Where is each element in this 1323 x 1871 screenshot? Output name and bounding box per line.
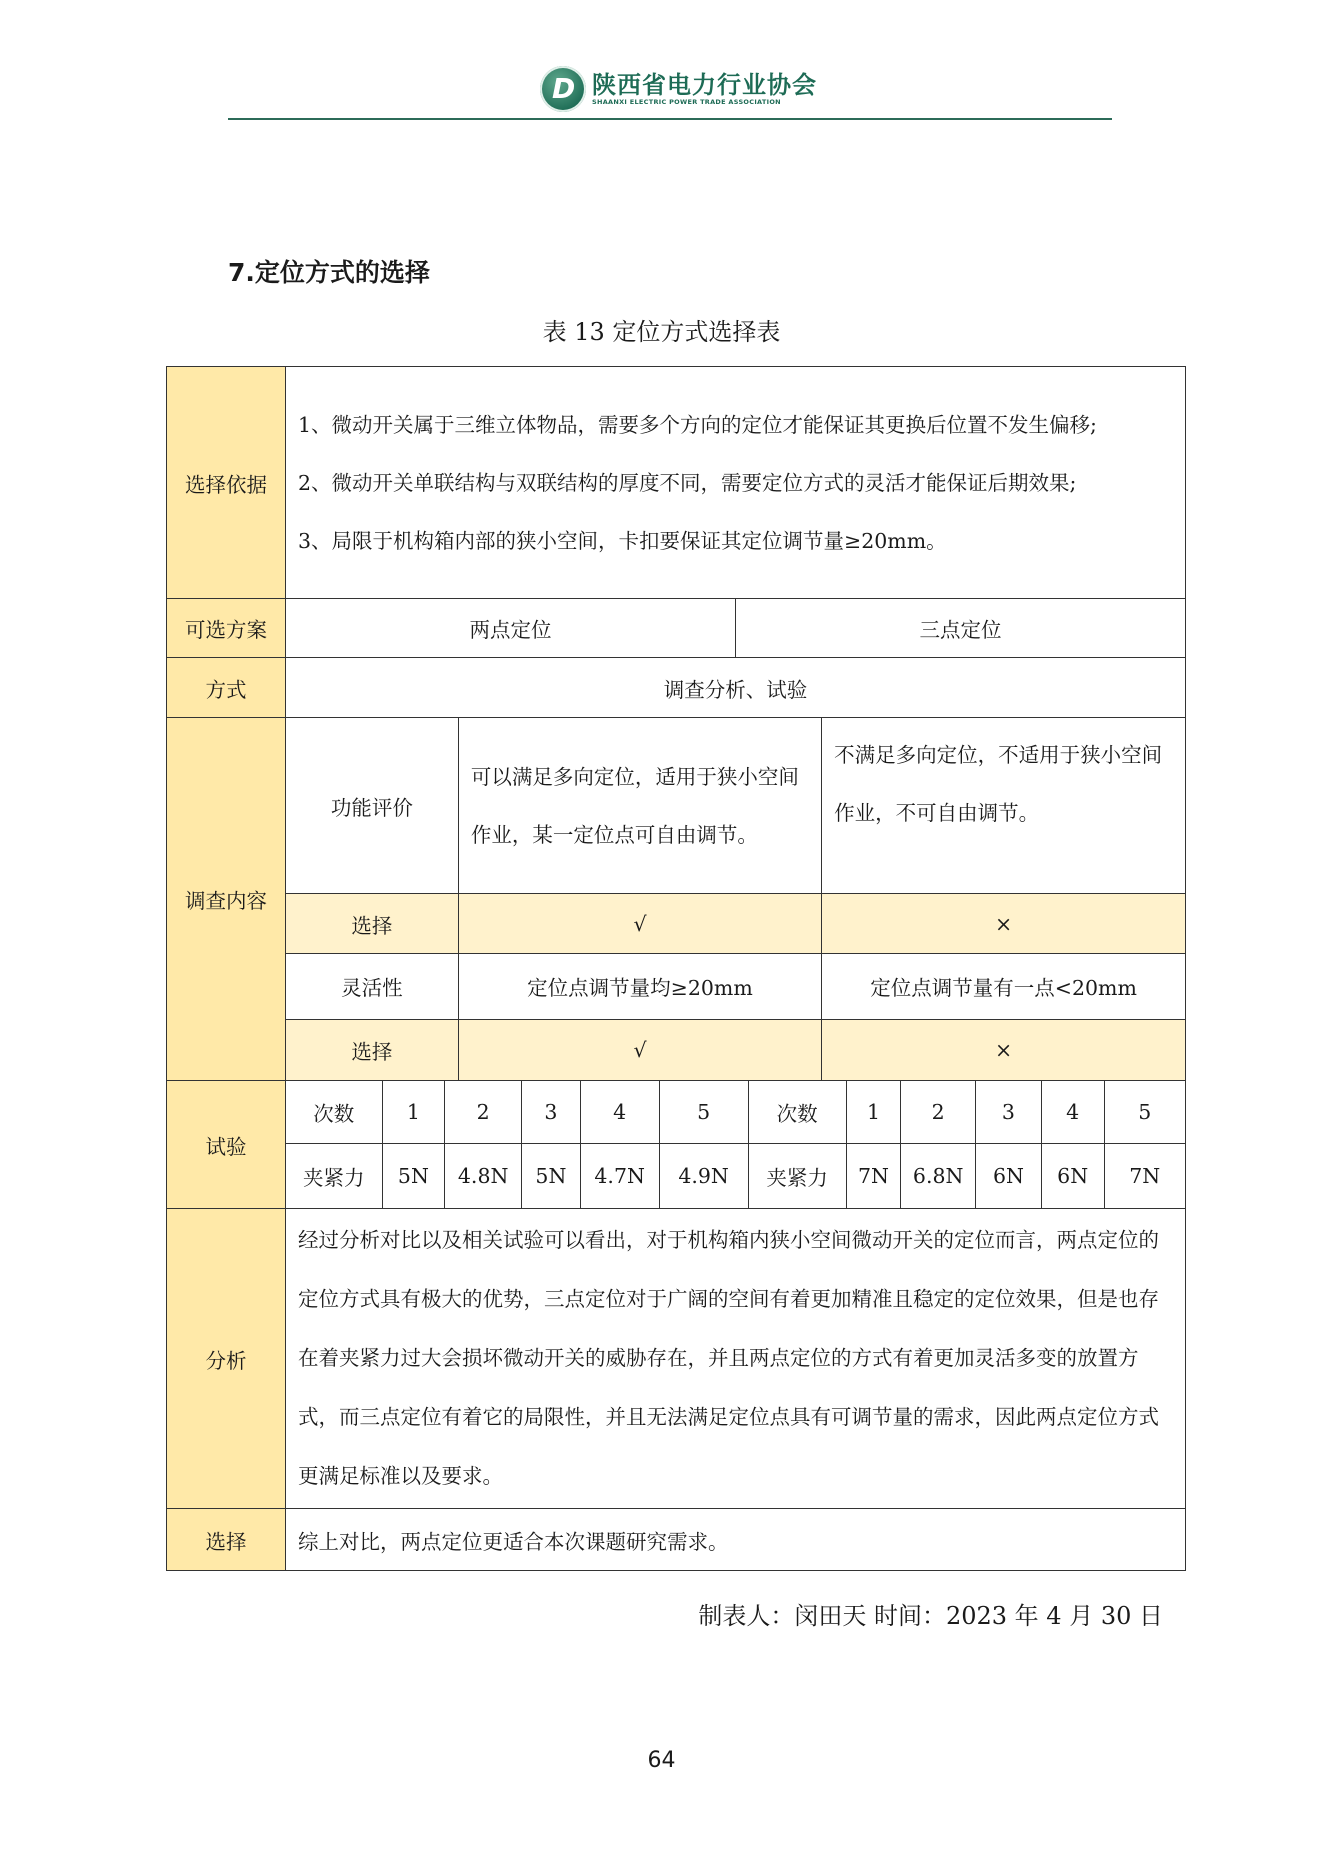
basis-label: 选择依据 bbox=[167, 367, 286, 599]
org-emblem-icon: D bbox=[540, 66, 586, 112]
options-label: 可选方案 bbox=[167, 599, 286, 658]
row-options bbox=[167, 599, 1186, 658]
flexibility-label: 灵活性 bbox=[286, 953, 458, 1019]
section-heading: 7.定位方式的选择 bbox=[228, 258, 430, 287]
force-a-2: 4.8N bbox=[445, 1143, 522, 1208]
analysis-paragraph: 经过分析对比以及相关试验可以看出，对于机构箱内狭小空间微动开关的定位而言，两点定位的定位方式具有极大的优势，三点定位对于广阔的空间有着更加精准且稳定的定位效果，但是也存在着夹紧力过大会损坏微动开关的威胁存在，并且两点定位的方式有着更加灵活多变的放置方式，而三点定位有着它的局限性，并且无法满足定位点具有可调节量的需求，因此两点定位方式更满足标准以及要求。 bbox=[298, 1228, 1159, 1488]
test-subtable bbox=[286, 1081, 1185, 1208]
org-name-en: SHAANXI ELECTRIC POWER TRADE ASSOCIATION bbox=[592, 98, 781, 106]
selection-text: 综上对比，两点定位更适合本次课题研究需求。 bbox=[286, 1509, 1186, 1571]
force-a-3: 5N bbox=[522, 1143, 581, 1208]
function-eval-a: 可以满足多向定位，适用于狭小空间作业，某一定位点可自由调节。 bbox=[458, 718, 821, 894]
page-number: 64 bbox=[647, 1748, 676, 1773]
row-test bbox=[167, 1081, 1186, 1209]
count-a-2: 2 bbox=[445, 1081, 522, 1143]
row-basis bbox=[167, 367, 1186, 599]
count-label-a: 次数 bbox=[286, 1081, 382, 1143]
org-name: 陕西省电力行业协会 bbox=[592, 71, 817, 99]
count-a-3: 3 bbox=[522, 1081, 581, 1143]
analysis-label: 分析 bbox=[167, 1209, 286, 1509]
test-label: 试验 bbox=[167, 1081, 286, 1209]
select-2-a: √ bbox=[458, 1020, 821, 1080]
force-b-5: 7N bbox=[1104, 1143, 1185, 1208]
test-content bbox=[286, 1081, 1186, 1209]
row-investigation bbox=[167, 718, 1186, 1081]
force-b-4: 6N bbox=[1041, 1143, 1104, 1208]
basis-line-1: 1、微动开关属于三维立体物品，需要多个方向的定位才能保证其更换后位置不发生偏移; bbox=[298, 412, 1097, 437]
analysis-text bbox=[286, 1209, 1186, 1509]
investigation-content bbox=[286, 718, 1186, 1081]
count-a-1: 1 bbox=[382, 1081, 445, 1143]
selection-label: 选择 bbox=[167, 1509, 286, 1571]
method-value: 调查分析、试验 bbox=[286, 658, 1186, 718]
basis-line-3: 3、局限于机构箱内部的狭小空间，卡扣要保证其定位调节量≥20mm。 bbox=[298, 528, 947, 553]
select-2-b: × bbox=[822, 1020, 1185, 1080]
function-eval-b: 不满足多向定位，不适用于狭小空间作业，不可自由调节。 bbox=[822, 718, 1185, 894]
force-b-3: 6N bbox=[976, 1143, 1042, 1208]
org-logo bbox=[540, 66, 817, 112]
force-a-1: 5N bbox=[382, 1143, 445, 1208]
select-1-a: √ bbox=[458, 894, 821, 953]
count-b-1: 1 bbox=[846, 1081, 901, 1143]
basis-content bbox=[286, 367, 1186, 599]
count-b-2: 2 bbox=[901, 1081, 976, 1143]
count-label-b: 次数 bbox=[748, 1081, 846, 1143]
row-selection bbox=[167, 1509, 1186, 1571]
flexibility-b: 定位点调节量有一点<20mm bbox=[822, 953, 1185, 1019]
investigation-label: 调查内容 bbox=[167, 718, 286, 1081]
force-b-1: 7N bbox=[846, 1143, 901, 1208]
count-a-4: 4 bbox=[580, 1081, 659, 1143]
flexibility-a: 定位点调节量均≥20mm bbox=[458, 953, 821, 1019]
select-1-b: × bbox=[822, 894, 1185, 953]
option-three-point: 三点定位 bbox=[736, 599, 1186, 658]
investigation-subtable bbox=[286, 718, 1185, 1080]
force-label-a: 夹紧力 bbox=[286, 1143, 382, 1208]
count-b-3: 3 bbox=[976, 1081, 1042, 1143]
count-b-4: 4 bbox=[1041, 1081, 1104, 1143]
count-b-5: 5 bbox=[1104, 1081, 1185, 1143]
select-1-label: 选择 bbox=[286, 894, 458, 953]
row-analysis bbox=[167, 1209, 1186, 1509]
select-2-label: 选择 bbox=[286, 1020, 458, 1080]
force-a-4: 4.7N bbox=[580, 1143, 659, 1208]
force-label-b: 夹紧力 bbox=[748, 1143, 846, 1208]
selection-table bbox=[166, 366, 1186, 1571]
row-method bbox=[167, 658, 1186, 718]
header-divider bbox=[228, 118, 1112, 120]
method-label: 方式 bbox=[167, 658, 286, 718]
force-b-2: 6.8N bbox=[901, 1143, 976, 1208]
function-label: 功能评价 bbox=[286, 718, 458, 894]
option-two-point: 两点定位 bbox=[286, 599, 736, 658]
count-a-5: 5 bbox=[659, 1081, 748, 1143]
table-caption: 表 13 定位方式选择表 bbox=[542, 318, 781, 346]
table-maker-note: 制表人：闵田天 时间：2023 年 4 月 30 日 bbox=[698, 1602, 1163, 1630]
force-a-5: 4.9N bbox=[659, 1143, 748, 1208]
basis-line-2: 2、微动开关单联结构与双联结构的厚度不同，需要定位方式的灵活才能保证后期效果; bbox=[298, 470, 1077, 495]
page-header bbox=[0, 0, 1323, 125]
